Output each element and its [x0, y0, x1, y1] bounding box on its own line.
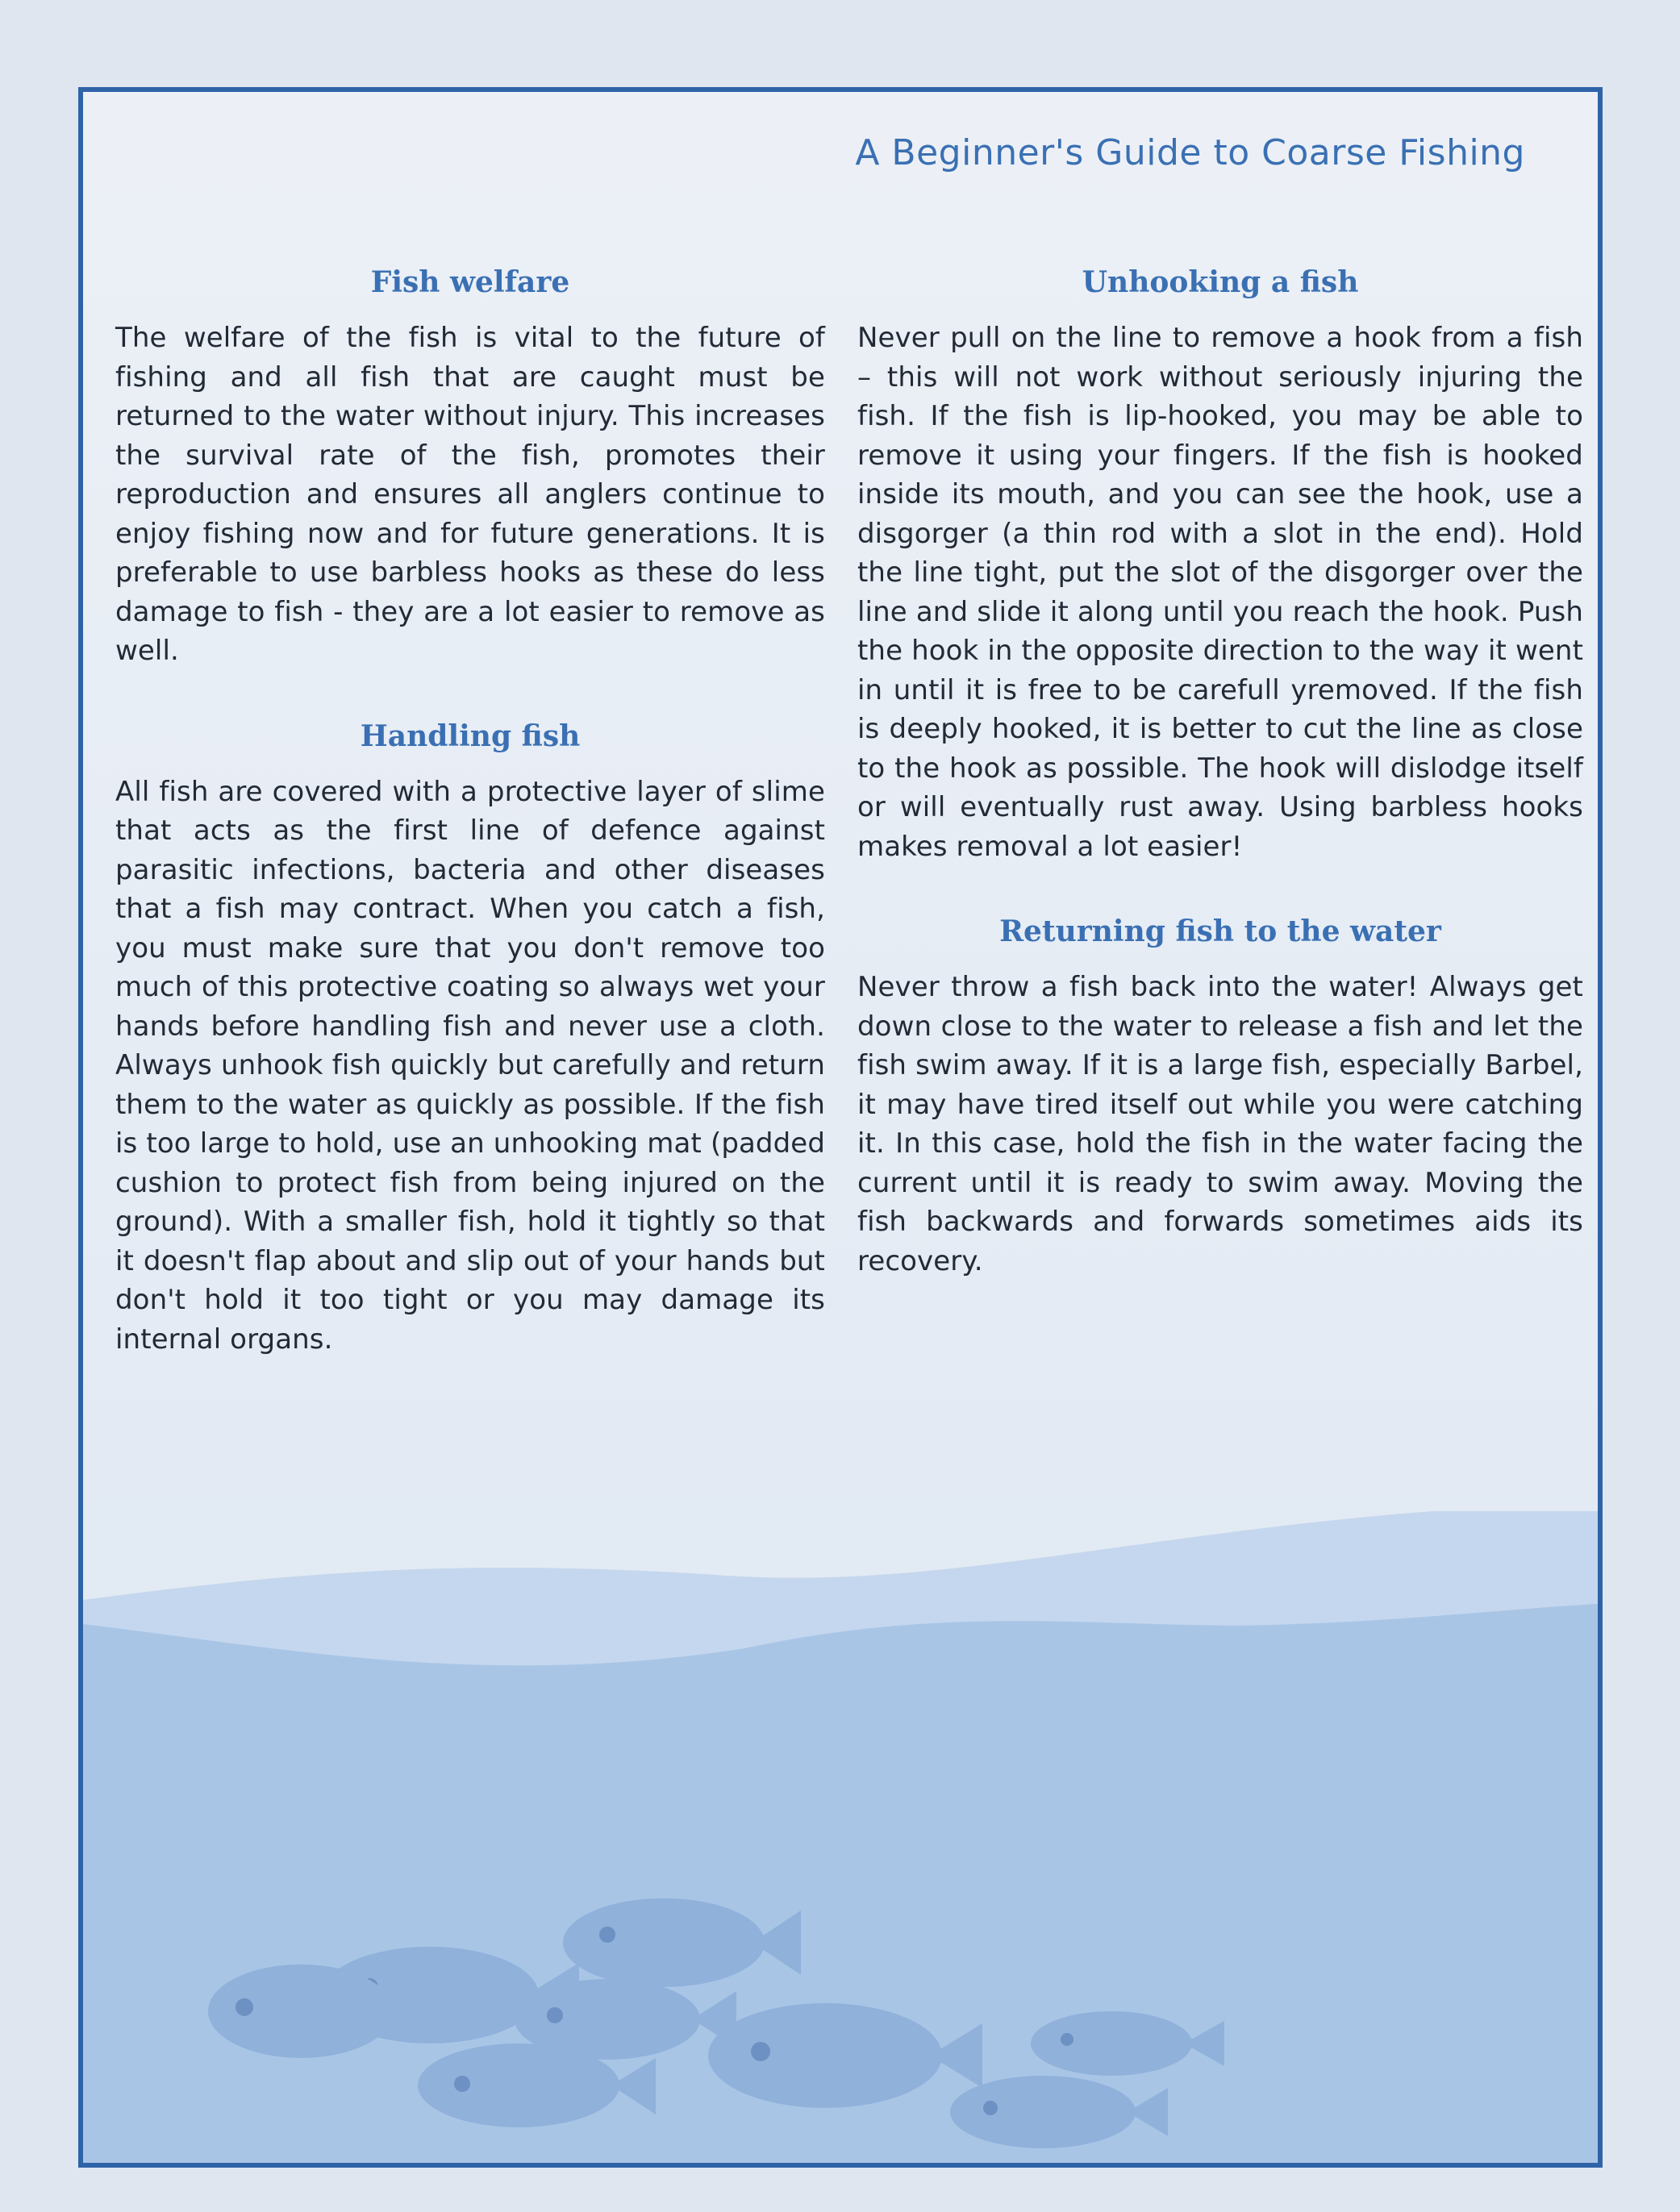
section-body: Never throw a fish back into the water! Always get down close to the water to release a fish and let the fish swim away. If it is a large fish, especially Barbel, it may have tired itself out while you were catching it. In this case, hold the fish in the water facing the current until it is ready to swim away. Moving the fish backwards and forwards sometimes aids its recovery.: [857, 971, 1583, 1277]
left-column: [115, 265, 825, 1359]
section-unhooking-a-fish: [857, 265, 1583, 866]
water-illustration: [83, 1511, 1598, 2168]
section-heading: Returning fish to the water: [999, 914, 1441, 948]
section-body: The welfare of the fish is vital to the future of fishing and all fish that are caught must be returned to the water without injury. This increases the survival rate of the fish, promotes their reproduction and ensures all anglers continue to enjoy fishing now and for future generations. It is preferable to use barbless hooks as these do less damage to fish - they are a lot easier to remove as well.: [115, 322, 825, 667]
section-body: All fish are covered with a protective layer of slime that acts as the first line of defence against parasitic infections, bacteria and other diseases that a fish may contract. When you catch a fish, you must make sure that you don't remove too much of this protective coating so always wet your hands before handling fish and never use a cloth. Always unhook fish quickly but carefully and return them to the water as quickly as possible. If the fish is too large to hold, use an unhooking mat (padded cushion to protect fish from being injured on the ground). With a smaller fish, hold it tightly so that it doesn't flap about and slip out of your hands but don't hold it too tight or you may damage its internal organs.: [115, 775, 825, 1356]
section-body: Never pull on the line to remove a hook from a fish – this will not work without seriously injuring the fish. If the fish is lip-hooked, you may be able to remove it using your fingers. If the fish is hooked inside its mouth, and you can see the hook, use a disgorger (a thin rod with a slot in the end). Hold the line tight, put the slot of the disgorger over the line and slide it along until you reach the hook. Push the hook in the opposite direction to the way it went in until it is free to be carefull yremoved. If the fish is deeply hooked, it is better to cut the line as close to the hook as possible. The hook will dislodge itself or will eventually rust away. Using barbless hooks makes removal a lot easier!: [857, 322, 1583, 863]
section-handling-fish: [115, 719, 825, 1360]
right-column: [857, 265, 1583, 1281]
section-heading: Unhooking a fish: [1082, 265, 1359, 299]
document-page: [78, 87, 1603, 2168]
document-title: A Beginner's Guide to Coarse Fishing: [855, 132, 1525, 173]
section-heading: Fish welfare: [370, 265, 570, 299]
section-fish-welfare: [115, 265, 825, 671]
section-heading: Handling fish: [360, 719, 581, 753]
section-returning-fish: [857, 914, 1583, 1281]
